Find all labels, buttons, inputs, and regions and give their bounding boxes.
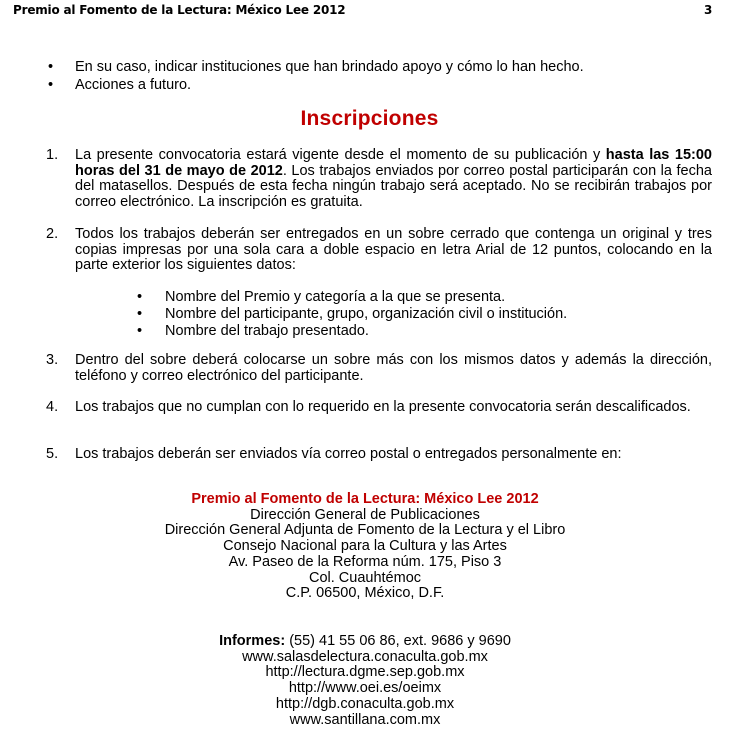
bullet-icon: • <box>137 306 143 322</box>
address-line: C.P. 06500, México, D.F. <box>285 585 445 602</box>
contacts-block <box>40 634 690 728</box>
address-line: Av. Paseo de la Reforma núm. 175, Piso 3 <box>228 553 502 570</box>
website-link[interactable]: http://dgb.conaculta.gob.mx <box>275 695 455 712</box>
address-title: Premio al Fomento de la Lectura: México Lee 2012 <box>191 491 539 507</box>
item-text: Los trabajos que no cumplan con lo requerido en la presente convocatoria serán descalificados. <box>75 399 691 415</box>
list-item-text: Nombre del trabajo presentado. <box>165 323 369 339</box>
deadline-bold-text: hasta las 15:00 horas del 31 de mayo de 2012 <box>75 147 712 179</box>
item-text: Los trabajos deberán ser enviados vía correo postal o entregados personalmente en: <box>75 446 622 462</box>
phone-line <box>40 634 690 650</box>
list-item-text: Acciones a futuro. <box>75 77 192 93</box>
address-line: Dirección General de Publicaciones <box>250 506 480 523</box>
section-heading: Inscripciones <box>300 107 439 130</box>
item-text-part: La presente convocatoria estará vigente desde el momento de su publicación y <box>75 147 606 163</box>
address-line: Col. Cuauhtémoc <box>308 569 422 586</box>
item-number: 5. <box>46 446 59 462</box>
address-block <box>40 492 690 602</box>
page-number: 3 <box>704 3 713 17</box>
list-item-text: Nombre del participante, grupo, organización civil o institución. <box>165 306 568 322</box>
bullet-icon: • <box>137 289 143 305</box>
item-text: Todos los trabajos deberán ser entregados en un sobre cerrado que contenga un original y tres copias impresas por una sola cara a doble espacio en letra Arial de 12 puntos, colocando en la parte exterior los siguientes datos: <box>75 226 712 274</box>
item-number: 1. <box>46 147 59 163</box>
bullet-icon: • <box>48 59 54 75</box>
item-text <box>75 148 712 210</box>
website-link[interactable]: http://www.oei.es/oeimx <box>288 680 442 697</box>
sub-bullet-list <box>0 289 739 340</box>
bullet-icon: • <box>48 77 54 93</box>
item-number: 4. <box>46 399 59 415</box>
item-text: Dentro del sobre deberá colocarse un sobre más con los mismos datos y además la dirección, teléfono y correo electrónico del participante. <box>75 352 712 384</box>
list-item <box>0 323 739 340</box>
top-bullet-list <box>0 58 739 94</box>
item-text-part: . Los trabajos enviados por correo postal participarán con la fecha del matasellos. Después de esta fecha ningún trabajo será aceptado. No se recibirán trabajos por correo electrónico. La inscripción es gratuita. <box>75 162 712 210</box>
item-number: 3. <box>46 352 59 368</box>
website-link[interactable]: www.santillana.com.mx <box>289 711 441 728</box>
address-line: Consejo Nacional para la Cultura y las Artes <box>223 538 507 555</box>
website-link[interactable]: http://lectura.dgme.sep.gob.mx <box>265 664 465 681</box>
bullet-icon: • <box>137 323 143 339</box>
list-item <box>0 289 739 306</box>
address-line: Dirección General Adjunta de Fomento de la Lectura y el Libro <box>164 522 566 539</box>
item-number: 2. <box>46 226 59 242</box>
page-header <box>0 0 739 22</box>
list-item <box>0 76 739 94</box>
website-link[interactable]: www.salasdelectura.conaculta.gob.mx <box>242 648 488 665</box>
list-item <box>0 306 739 323</box>
phone-number: (55) 41 55 06 86, ext. 9686 y 9690 <box>285 633 511 649</box>
informes-label: Informes: <box>219 633 286 649</box>
list-item-text: En su caso, indicar instituciones que han brindado apoyo y cómo lo han hecho. <box>75 59 584 75</box>
header-title: Premio al Fomento de la Lectura: México Lee 2012 <box>13 3 346 17</box>
list-item-text: Nombre del Premio y categoría a la que se presenta. <box>165 289 506 305</box>
list-item <box>0 58 739 76</box>
